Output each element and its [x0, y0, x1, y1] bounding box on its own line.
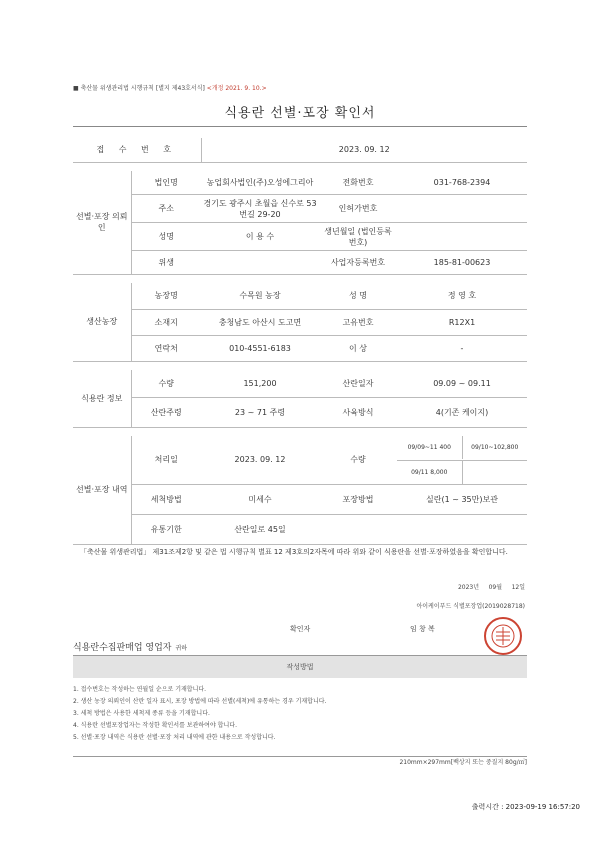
field-label: 고유번호	[319, 309, 397, 335]
field-value: 185-81-00623	[397, 251, 527, 275]
field-value: 이 용 수	[201, 223, 319, 251]
quantity-entry: 09/10~102,800	[471, 444, 519, 452]
field-label: 포장방법	[319, 484, 397, 514]
field-label: 수량	[131, 370, 201, 398]
field-label: 유통기한	[131, 514, 201, 544]
field-label: 세척방법	[131, 484, 201, 514]
field-label: 위생	[131, 251, 201, 275]
field-label: 소재지	[131, 309, 201, 335]
field-value: 산란일로 45일	[201, 514, 319, 544]
field-value	[201, 251, 319, 275]
confirmation-form-table	[73, 138, 527, 545]
instruction-item: 2. 생산 농장 의뢰인이 산란 일자 표시, 포장 방법에 따라 선별(세척)에 유통하는 경우 기재합니다.	[73, 698, 327, 705]
issuer-organization: 아이케이푸드 식별포장업(2019028718)	[416, 603, 525, 610]
field-label: 처리일	[131, 436, 201, 484]
quantity-entry: 09/11 8,000	[397, 461, 463, 484]
field-value: 031-768-2394	[397, 171, 527, 195]
section2-label: 생산농장	[73, 283, 131, 361]
field-value: 경기도 광주시 초월읍 신수로 53번길 29-20	[201, 195, 319, 223]
field-value: 010-4551-6183	[201, 335, 319, 361]
print-timestamp: 출력시간 : 2023-09-19 16:57:20	[471, 803, 580, 811]
issue-date: 2023년 09월 12일	[457, 584, 525, 591]
section1-row	[73, 195, 527, 223]
field-value: 수목원 농장	[201, 283, 319, 309]
field-label: 사업자등록번호	[319, 251, 397, 275]
field-label: 주소	[131, 195, 201, 223]
field-label: 이 상	[319, 335, 397, 361]
receipt-value: 2023. 09. 12	[201, 138, 527, 162]
section1-row	[73, 251, 527, 275]
section3-label: 식용란 정보	[73, 370, 131, 428]
field-value: 23 ~ 71 주령	[201, 398, 319, 428]
field-value	[397, 195, 527, 223]
section4-label: 선별·포장 내역	[73, 436, 131, 544]
field-label: 생년월일 (법인등록번호)	[319, 223, 397, 251]
instruction-item: 3. 세척 방법은 사용한 세척제 종류 등을 기재합니다.	[73, 710, 210, 717]
field-label: 산란주령	[131, 398, 201, 428]
field-label: 전화번호	[319, 171, 397, 195]
field-value: 정 영 호	[397, 283, 527, 309]
field-label: 성명	[131, 223, 201, 251]
field-label: 인허가번호	[319, 195, 397, 223]
confirmer-name: 임 창 복	[410, 625, 435, 633]
section4-row	[73, 436, 527, 460]
instructions-box	[73, 655, 527, 757]
section4-row	[73, 514, 527, 544]
instructions-list	[73, 684, 527, 744]
field-value: 실란(1 ~ 35만)보관	[397, 484, 527, 514]
field-value	[397, 223, 527, 251]
field-value: 09.09 ~ 09.11	[397, 370, 527, 398]
field-value: 충청남도 아산시 도고면	[201, 309, 319, 335]
confirmer-label: 확인자	[290, 625, 311, 633]
instructions-header: 작성방법	[73, 656, 527, 678]
field-label: 산란일자	[319, 370, 397, 398]
section1-row	[73, 171, 527, 195]
section2-row	[73, 335, 527, 361]
instruction-item: 5. 선별·포장 내역은 식용란 선별·포장 처리 내역에 관한 내용으로 작성합니다.	[73, 734, 276, 741]
quantity-breakdown	[397, 436, 527, 460]
instruction-item: 4. 식용란 선별포장업자는 작성한 확인서를 보관하여야 합니다.	[73, 722, 237, 729]
field-value: 미세수	[201, 484, 319, 514]
receipt-row	[73, 138, 527, 162]
field-label: 사육방식	[319, 398, 397, 428]
section4-row	[73, 484, 527, 514]
section1-row	[73, 223, 527, 251]
section3-row	[73, 370, 527, 398]
receipt-label: 접 수 번 호	[73, 138, 201, 162]
section3-row	[73, 398, 527, 428]
paper-size-note: 210mm×297mm[백상지 또는 중질지 80g/㎡]	[399, 759, 527, 766]
quantity-entry: 09/09~11 400	[397, 436, 463, 459]
confirmation-statement: 「축산물 위생관리법」 제31조제2항 및 같은 법 시행규칙 별표 12 제3호의2자목에 따라 위와 같이 식용란을 선별·포장하였음을 확인합니다.	[80, 548, 508, 556]
field-label: 농장명	[131, 283, 201, 309]
field-value: 2023. 09. 12	[201, 436, 319, 484]
section2-row	[73, 309, 527, 335]
field-label: 수량	[319, 436, 397, 484]
field-value: 151,200	[201, 370, 319, 398]
field-value: -	[397, 335, 527, 361]
field-value: 4(기존 케이지)	[397, 398, 527, 428]
page-title: 식용란 선별·포장 확인서	[73, 96, 527, 127]
field-label: 연락처	[131, 335, 201, 361]
field-value: 농업회사법인(주)오성에그리아	[201, 171, 319, 195]
recipient: 식용란수집판매업 영업자 귀하	[73, 643, 188, 653]
section1-label: 선별·포장 의뢰인	[73, 171, 131, 275]
form-reference-note: ■ 축산물 위생관리법 시행규칙 [별지 제43호서식] <개정 2021. 9. 10.>	[73, 85, 267, 92]
revision-date: <개정 2021. 9. 10.>	[206, 85, 267, 92]
field-label: 법인명	[131, 171, 201, 195]
section2-row	[73, 283, 527, 309]
field-label: 성 명	[319, 283, 397, 309]
instruction-item: 1. 접수번호는 작성하는 연월일 순으로 기재합니다.	[73, 686, 207, 693]
field-value: R12X1	[397, 309, 527, 335]
official-seal-icon	[484, 617, 522, 655]
